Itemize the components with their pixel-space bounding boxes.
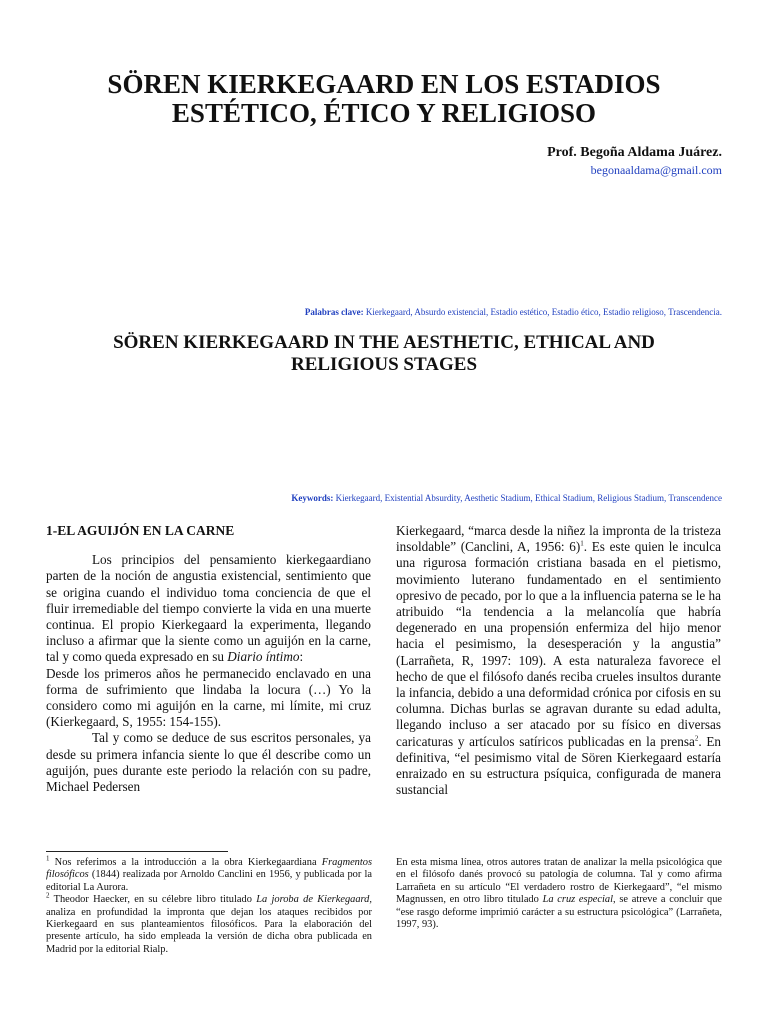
paragraph-3-text-c: . En definitiva, “el pesimismo vital de Sören Kierkegaard estaría enraizado en su estructura psíquica, configurada de manera sustancial — [396, 733, 721, 798]
footnote-ref-1[interactable]: 1 — [580, 539, 584, 548]
footnote-2-cont-text-a: En esta misma línea, otros autores tratan de analizar la mella psicológica que en el filósofo danés provocó su patología de columna. Tal y como afirma Larrañeta en su artículo “El verdadero rostro de Kierkegaard”, “el mismo Magnussen, en otro libro titulado — [396, 857, 722, 906]
footnote-1 — [46, 854, 372, 894]
keywords-english-text: Kierkegaard, Existential Absurdity, Aesthetic Stadium, Ethical Stadium, Religious Stadium, Transcendence — [335, 493, 722, 503]
footnote-1-mark: 1 — [46, 854, 50, 863]
section-heading: 1-EL AGUIJÓN EN LA CARNE — [46, 523, 235, 538]
paragraph-1 — [46, 552, 371, 665]
keywords-english: Keywords: Kierkegaard, Existential Absurdity, Aesthetic Stadium, Ethical Stadium, Religious Stadium, Transcendence — [291, 493, 722, 503]
right-column — [396, 523, 721, 798]
footnote-2-cont-text-b: , se atreve a concluir que “ese rasgo deforme imprimió carácter a su estructura psicológica” (Larrañeta, 1997, 93). — [396, 894, 722, 931]
footnote-2-cont-italic: La cruz especial — [542, 894, 613, 906]
keywords-spanish-label: Palabras clave — [304, 307, 361, 317]
english-title-line-1: SÖREN KIERKEGAARD IN THE AESTHETIC, ETHICAL AND — [113, 332, 655, 353]
footnote-2 — [46, 891, 372, 956]
paragraph-3-text-a: Kierkegaard, “marca desde la niñez la impronta de la tristeza insoldable” (Canclini, A, 1956: 6) — [396, 523, 721, 555]
paragraph-3 — [396, 523, 721, 798]
footnote-1-text-b: (1844) realizada por Arnoldo Canclini en 1956, y publicada por la editorial La Aurora. — [46, 869, 372, 893]
diary-title: Diario íntimo — [227, 649, 300, 665]
paragraph-3-text-b: . Es este quien le inculca una rigurosa formación cristiana basada en el pietismo, movimiento luterano fundamentado en el sentimiento opresivo de pecado, por lo que a la influencia paterna se le ha atribuido “la tendencia a la melancolía que habría degenerado en una propensión enfermiza del hijo menor hacia el pesimismo, la desesperación y la angustia” (Larrañeta, R, 1997: 109). A esta naturaleza favorece el hecho de que el filósofo danés reciba crueles insultos durante la infancia, debido a una deformidad crónica por cifosis en su columna. Dichas burlas se agravan durante su edad adulta, llegando incluso a ser atacado por su físico en diversas caricaturas y artículos satíricos publicadas en la prensa — [396, 539, 721, 749]
footnotes-right — [396, 857, 722, 931]
paper-title — [60, 70, 708, 128]
paragraph-1-end: : — [299, 649, 304, 665]
left-column — [46, 523, 371, 795]
title-line-1: SÖREN KIERKEGAARD EN LOS ESTADIOS — [107, 69, 661, 99]
footnote-1-italic: Fragmentos filosóficos — [46, 857, 372, 881]
english-title-line-2: RELIGIOUS STAGES — [290, 354, 478, 375]
footnote-2-mark: 2 — [46, 891, 50, 900]
footnote-2-continued — [396, 857, 722, 931]
keywords-english-label: Keywords — [291, 493, 331, 503]
footnote-ref-2[interactable]: 2 — [694, 734, 699, 743]
author-email-link[interactable]: begonaaldama@gmail.com — [590, 163, 722, 177]
keywords-spanish-text: Kierkegaard, Absurdo existencial, Estadio estético, Estadio ético, Estadio religioso, Trascendencia. — [365, 307, 722, 317]
paragraph-1-text: Los principios del pensamiento kierkegaardiano parten de la noción de angustia existencial, sentimiento que se origina cuando el individuo toma conciencia de que el fluir irremediable del tiempo convierte la vida en una muerte continua. El propio Kierkegaard la experimenta, llegando incluso a afirmar que la siente como un aguijón en la carne, tal y como queda expresado en su — [46, 552, 371, 665]
footnote-2-text-a: Theodor Haecker, en su célebre libro titulado — [49, 894, 257, 906]
author-name: Prof. Begoña Aldama Juárez. — [547, 145, 722, 160]
footnote-1-text-a: Nos referimos a la introducción a la obra Kierkegaardiana — [49, 857, 322, 868]
keywords-spanish: Palabras clave: Kierkegaard, Absurdo existencial, Estadio estético, Estadio ético, Estadio religioso, Trascendencia. — [304, 307, 722, 317]
block-quote: Desde los primeros años he permanecido enclavado en una forma de sufrimiento que lindaba la locura (…) Yo la considero como mi aguijón en la carne, mi límite, mi cruz (Kierkegaard, S, 1955: 154-155). — [46, 665, 371, 730]
paragraph-2: Tal y como se deduce de sus escritos personales, ya desde su primera infancia siente lo que él describe como un aguijón, pues durante este periodo la relación con su padre, Michael Pedersen — [46, 730, 371, 795]
title-line-2: ESTÉTICO, ÉTICO Y RELIGIOSO — [171, 98, 597, 128]
footnote-2-italic: La joroba de Kierkegaard, — [256, 894, 372, 906]
footnotes-left — [46, 854, 372, 956]
footnote-divider — [46, 851, 228, 852]
footnote-2-text-b: analiza en profundidad la impronta que dejan los ataques recibidos por Kierkegaard en sus planteamientos filosóficos. Para la elaboración del presente artículo, ha sido empleada la versión de dicha obra publicada en Madrid por la editorial Rialp. — [46, 906, 372, 955]
english-title — [60, 332, 708, 376]
